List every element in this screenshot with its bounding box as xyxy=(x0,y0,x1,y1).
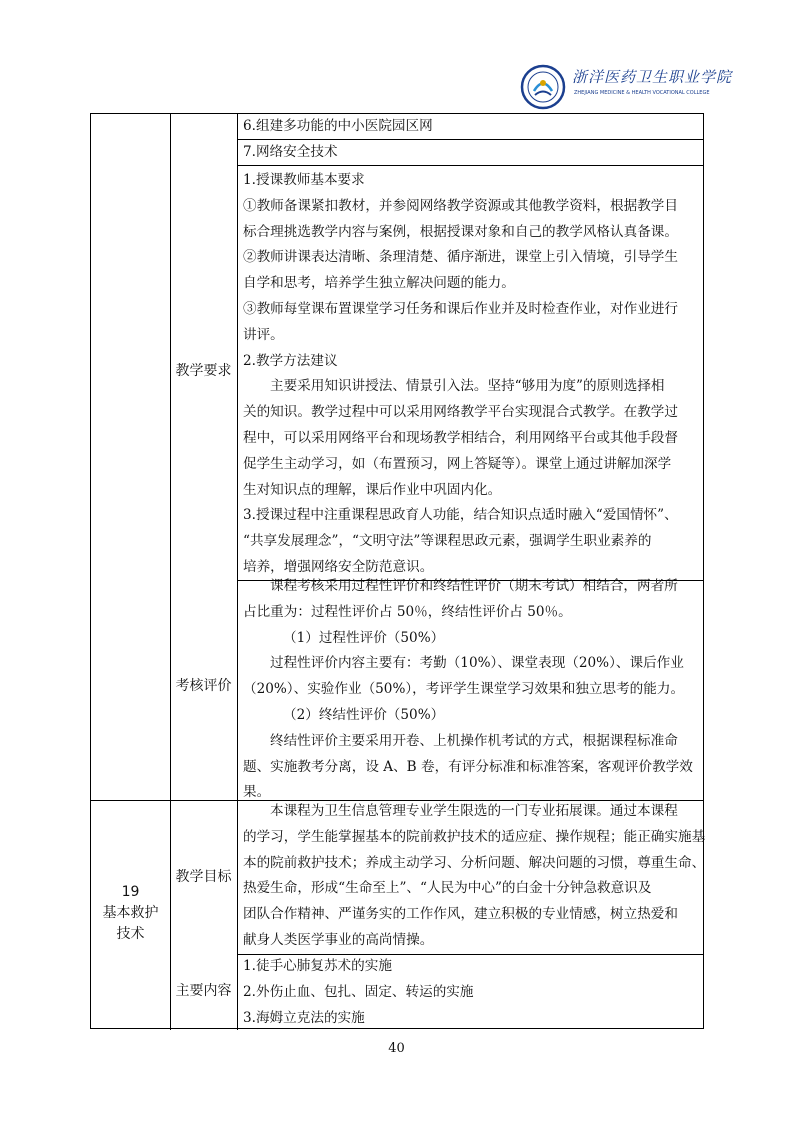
text-line: 热爱生命，形成“生命至上”、“人民为中心”的白金十分钟急救意识及 xyxy=(243,880,652,897)
text-line: 团队合作精神、严谨务实的工作作风，建立积极的专业情感，树立热爱和 xyxy=(243,906,678,923)
text-line: 标合理挑选教学内容与案例，根据授课对象和自己的教学风格认真备课。 xyxy=(243,223,678,240)
text-line: ②教师讲课表达清晰、条理清楚、循序渐进，课堂上引入情境，引导学生 xyxy=(243,249,678,266)
text-line: 果。 xyxy=(243,784,271,801)
text-line: 本的院前救护技术；养成主动学习、分析问题、解决问题的习惯，尊重生命、 xyxy=(243,854,706,871)
main-content-list xyxy=(243,954,699,1031)
text-line: 本课程为卫生信息管理专业学生限选的一门专业拓展课。通过本课程 xyxy=(270,803,678,819)
text-line: （1）过程性评价（50%） xyxy=(283,629,445,646)
course-number: 19 xyxy=(121,884,140,900)
text-line: （2）终结性评价（50%） xyxy=(283,706,445,723)
main-content-label: 主要内容 xyxy=(175,983,232,999)
college-emblem-icon xyxy=(520,64,566,110)
content-continued xyxy=(243,114,699,166)
college-name-en: ZHEJIANG MEDICINE & HEALTH VOCATIONAL COLLEGE xyxy=(574,90,710,96)
text-line: （20%）、实验作业（50%），考评学生课堂学习效果和独立思考的能力。 xyxy=(243,681,685,698)
text-line: 终结性评价主要采用开卷、上机操作机考试的方式，根据课程标准命 xyxy=(270,732,678,749)
col-divider-2 xyxy=(237,114,238,1030)
course-name-line1: 基本救护 xyxy=(102,905,159,921)
text-line: 自学和思考，培养学生独立解决问题的能力。 xyxy=(243,275,515,292)
col-divider-1 xyxy=(170,114,171,1030)
teaching-requirements-label: 教学要求 xyxy=(175,363,232,379)
text-line: 占比重为：过程性评价占 50％，终结性评价占 50％。 xyxy=(243,603,572,620)
text-line: 主要采用知识讲授法、情景引入法。坚持“够用为度”的原则选择相 xyxy=(270,378,665,395)
text-line: 促学生主动学习，如（布置预习，网上答疑等）。课堂上通过讲解加深学 xyxy=(243,455,672,472)
text-line: ③教师每堂课布置课堂学习任务和课后作业并及时检查作业，对作业进行 xyxy=(243,300,678,317)
content-item: 7.网络安全技术 xyxy=(243,143,338,160)
page-number: 40 xyxy=(388,1041,405,1056)
college-name-cn: 浙洋医药卫生职业学院 xyxy=(572,68,733,86)
college-logo xyxy=(520,64,733,110)
text-line: 题、实施教考分离，设 A、B 卷，有评分标准和标准答案，客观评价教学效 xyxy=(243,758,693,775)
content-item: 6.组建多功能的中小医院园区网 xyxy=(243,118,433,134)
teaching-requirements-content xyxy=(243,168,699,581)
text-line: 的学习，学生能掌握基本的院前救护技术的适应症、操作规程；能正确实施基 xyxy=(243,828,706,845)
text-line: 程中，可以采用网络平台和现场教学相结合，利用网络平台或其他手段督 xyxy=(243,429,678,446)
text-line: “共享发展理念”，“文明守法”等课程思政元素，强调学生职业素养的 xyxy=(243,533,652,550)
text-line: 3.授课过程中注重课程思政育人功能，结合知识点适时融入“爱国情怀”、 xyxy=(243,507,678,524)
content-item: 3.海姆立克法的实施 xyxy=(243,1009,365,1026)
content-item: 1.徒手心肺复苏术的实施 xyxy=(243,958,392,974)
teaching-goal-label: 教学目标 xyxy=(175,869,232,885)
text-line: 课程考核采用过程性评价和终结性评价（期末考试）相结合，两者所 xyxy=(270,578,678,594)
text-line: 献身人类医学事业的高尚情操。 xyxy=(243,931,434,948)
text-line: 过程性评价内容主要有：考勤（10%）、课堂表现（20%）、课后作业 xyxy=(270,655,684,672)
text-line: 讲评。 xyxy=(243,326,284,343)
course-name-line2: 技术 xyxy=(116,926,145,942)
text-line: 生对知识点的理解，课后作业中巩固内化。 xyxy=(243,481,502,498)
text-line: 2.教学方法建议 xyxy=(243,352,338,369)
text-line: 关的知识。教学过程中可以采用网络教学平台实现混合式教学。在教学过 xyxy=(243,404,678,421)
text-line: 培养，增强网络安全防范意识。 xyxy=(243,558,434,575)
teaching-goal-content xyxy=(243,799,706,954)
assessment-content xyxy=(243,574,699,806)
content-item: 2.外伤止血、包扎、固定、转运的实施 xyxy=(243,983,474,1000)
curriculum-table xyxy=(90,113,704,1029)
assessment-label: 考核评价 xyxy=(175,678,232,694)
text-line: 1.授课教师基本要求 xyxy=(243,172,365,188)
text-line: ①教师备课紧扣教材，并参阅网络教学资源或其他教学资料，根据教学目 xyxy=(243,197,678,214)
